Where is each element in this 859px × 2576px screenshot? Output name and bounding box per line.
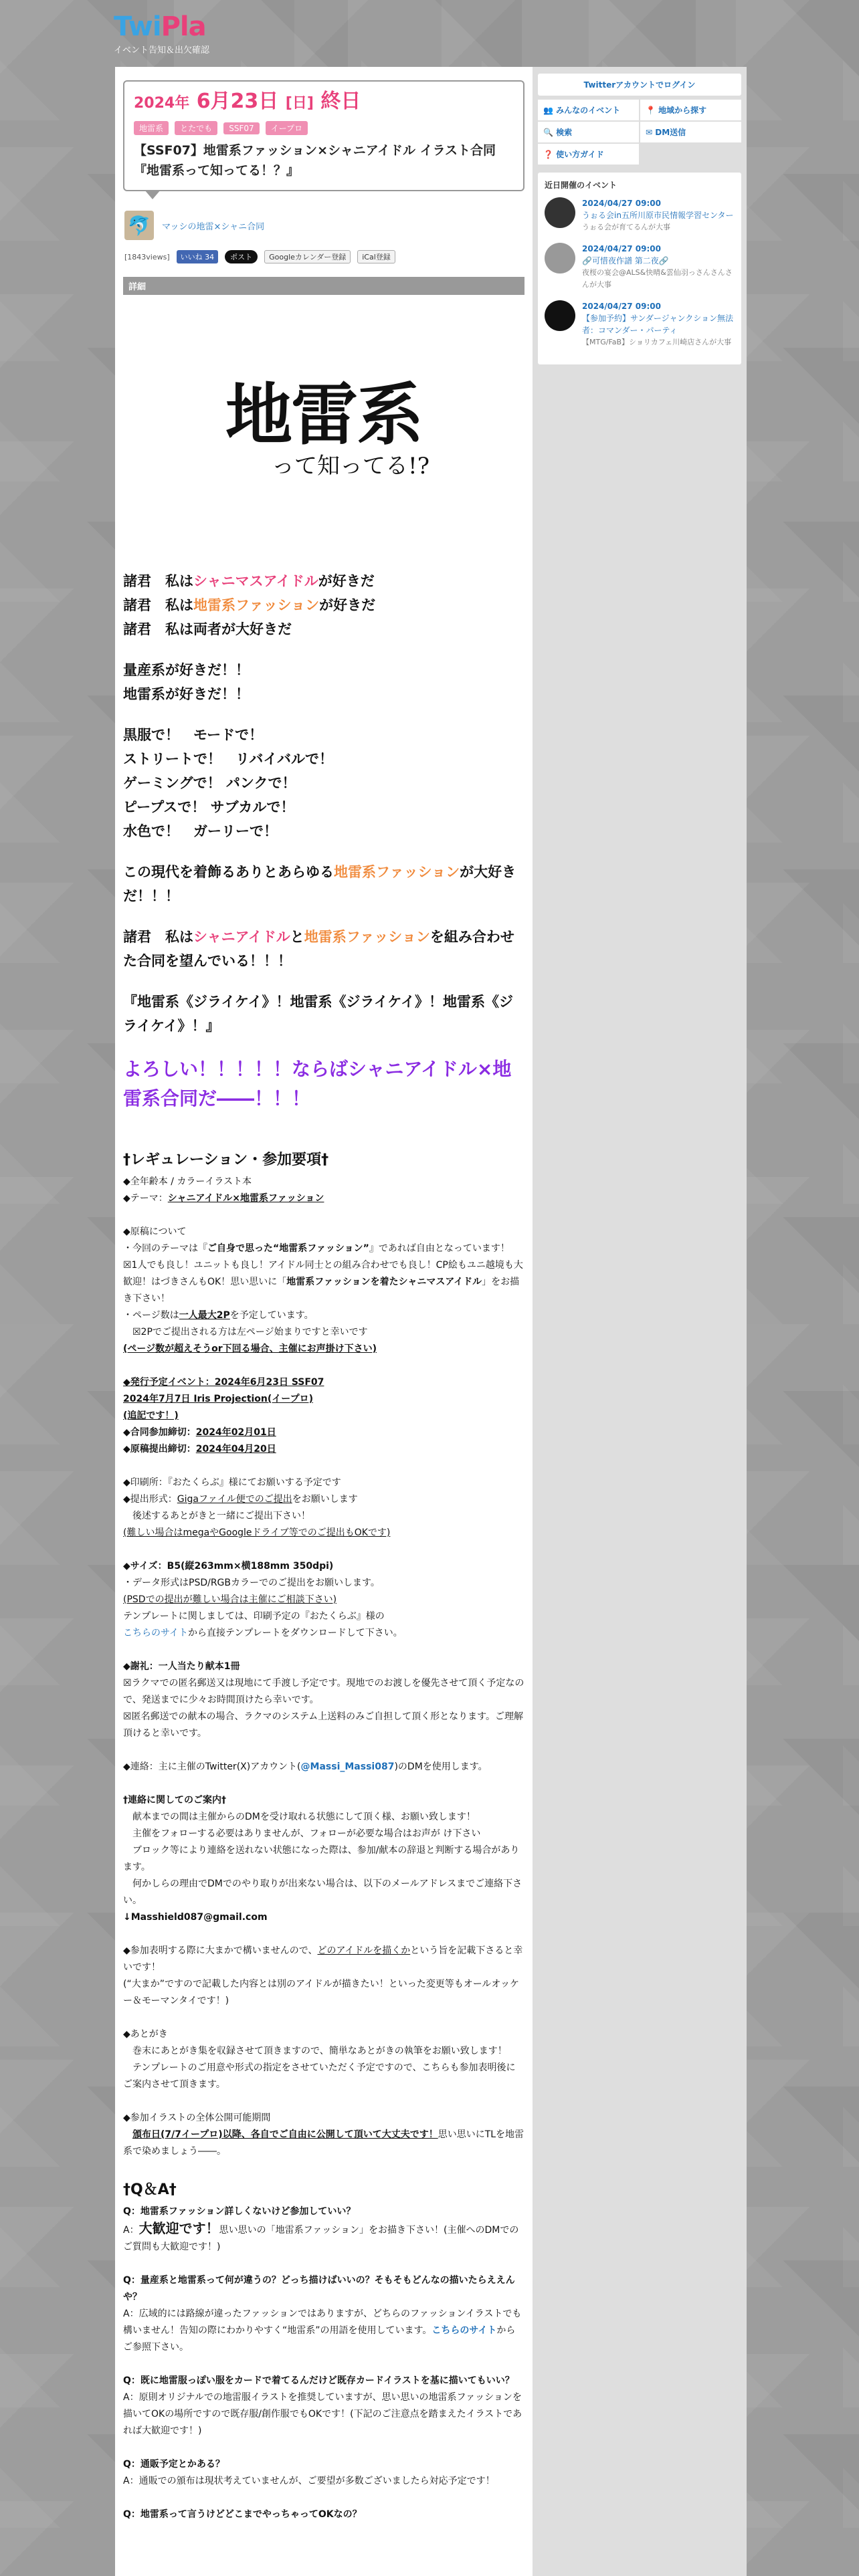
regulation-line: (PSDでの提出が難しい場合は主催にご相談下さい) bbox=[123, 1594, 337, 1605]
qa-question: Q：地雷系ファッション詳しくないけど参加していい？ bbox=[123, 2206, 356, 2217]
organizer bbox=[124, 210, 533, 241]
regulation-line: テンプレートに関しましては、印刷予定の『おたくらぶ』様の bbox=[123, 1611, 385, 1622]
sidebar-nav bbox=[538, 100, 741, 165]
regulation-line: ☒ラクマでの匿名郵送又は現地にて手渡し予定です。現地でのお渡しを優先させて頂く予定なので、発送までに少々お時間頂けたら幸いです。 bbox=[123, 1678, 524, 1705]
people-icon: 👥 bbox=[543, 106, 557, 115]
recent-event-item[interactable] bbox=[545, 197, 735, 233]
intro-line: この現代を着飾るありとあらゆる地雷系ファッションが大好きだ！！！ bbox=[123, 864, 516, 904]
event-date-range: 終日 bbox=[320, 90, 361, 113]
qa-question: Q：地雷系って言うけどどこまでやっちゃってOKなの？ bbox=[123, 2509, 362, 2520]
regulation-line: ◆印刷所：『おたくらぶ』様にてお願いする予定です bbox=[123, 1477, 341, 1488]
intro-line: 量産系が好きだ！！ bbox=[123, 662, 250, 678]
intro-line: 地雷系が好きだ！！ bbox=[123, 686, 250, 702]
logo-pla: Pla bbox=[161, 11, 206, 42]
event-title[interactable]: 【参加予約】サンダージャンクション無法者：コマンダー・パーティ bbox=[582, 314, 733, 335]
intro-line: 『地雷系《ジライケイ》！地雷系《ジライケイ》！地雷系《ジライケイ》！』 bbox=[123, 994, 513, 1034]
intro-line: 水色で！ ガーリーで！ bbox=[123, 823, 278, 839]
logo-twi: Twi bbox=[114, 11, 161, 42]
template-site-link[interactable]: こちらのサイト bbox=[123, 1628, 189, 1638]
intro-line: ピープスで！ サブカルで！ bbox=[123, 799, 295, 815]
qa-answer: A：原則オリジナルでの地雷服イラストを推奨していますが、思い思いの地雷系ファッションを描いてOKの場所ですので既存服/創作服でもOKです！(下記のご注意点を踏まえたイラストであれば大歓迎です！) bbox=[123, 2392, 522, 2436]
regulation-heading: †レギュレーション・参加要項† bbox=[123, 1152, 329, 1168]
qa-answer: A：広域的には路線が違ったファッションではありますが、どちらのファッションイラストでも構いません！告知の際にわかりやすく“地雷系”の用語を使用しています。こちらのサイトからご参照下さい。 bbox=[123, 2309, 522, 2353]
regulation-line: (難しい場合はmegaやGoogleドライブ等でのご提出もOKです) bbox=[123, 1527, 391, 1538]
hero-main-text: 地雷系 bbox=[225, 374, 422, 454]
event-tag[interactable]: SSF07 bbox=[223, 122, 259, 134]
hero-image bbox=[123, 308, 524, 549]
regulation-line: ◆サイズ：B5(縦263mm×横188mm 350dpi) bbox=[123, 1561, 334, 1572]
regulation-line: (ページ数が超えそうor下回る場合、主催にお声掛け下さい) bbox=[123, 1344, 377, 1354]
event-thumbnail bbox=[545, 197, 575, 228]
recent-event-item[interactable] bbox=[545, 300, 735, 348]
nav-guide[interactable]: ❓ 使い方ガイド bbox=[538, 144, 639, 165]
recent-events-title: 近日開催のイベント bbox=[545, 181, 617, 190]
regulation-line: 何かしらの理由でDMでのやり取りが出来ない場合は、以下のメールアドレスまでご連絡下さい。 bbox=[123, 1879, 522, 1906]
google-calendar-button[interactable]: Googleカレンダー登録 bbox=[264, 250, 351, 263]
search-icon: 🔍 bbox=[543, 128, 557, 137]
event-description bbox=[123, 569, 524, 2523]
regulation-line: ◆全年齢本 / カラーイラスト本 bbox=[123, 1176, 252, 1187]
main-column bbox=[115, 67, 533, 2576]
like-button[interactable]: いいね 34 bbox=[177, 250, 219, 263]
qa-answer: A：大歓迎です！思い思いの「地雷系ファッション」をお描き下さい！(主催へのDMでのご質問も大歓迎です！) bbox=[123, 2220, 519, 2252]
nav-search-by-region[interactable]: 📍 地域から探す bbox=[640, 100, 741, 120]
regulation-line: ☒匿名郵送での献本の場合、ラクマのシステム上送料のみご自担して頂く形となります。ご理解頂けると幸いです。 bbox=[123, 1711, 524, 1739]
regulation-line: ◆原稿提出締切：2024年04月20日 bbox=[123, 1444, 276, 1455]
regulation-line: ◆テーマ：シャニアイドル×地雷系ファッション bbox=[123, 1193, 324, 1204]
organizer-name[interactable]: マッシの地雷×シャニ合同 bbox=[162, 221, 265, 232]
social-row bbox=[124, 250, 533, 263]
regulation-line: ◆あとがき bbox=[123, 2029, 168, 2040]
event-summary bbox=[123, 80, 524, 191]
event-title: 【SSF07】地雷系ファッション×シャニアイドル イラスト合同『地雷系って知ってる！？』 bbox=[134, 143, 496, 178]
intro-climax: よろしい！！！！！ならばシャニアイドル×地雷系合同だ――！！！ bbox=[123, 1058, 512, 1109]
site-tagline: イベント告知＆出欠確認 bbox=[114, 45, 210, 56]
regulation-line: 献本までの間は主催からのDMを受け取れる状態にして頂く様、お願い致します！ bbox=[123, 1812, 476, 1822]
hero-sub-text: って知ってる!? bbox=[272, 452, 430, 479]
twitter-account-link[interactable]: @Massi_Massi087 bbox=[300, 1761, 395, 1772]
qa-question: Q：既に地雷服っぽい服をカードで着てるんだけど既存カードイラストを基に描いてもいい？ bbox=[123, 2375, 514, 2386]
event-date-dow: [日] bbox=[285, 95, 314, 112]
details-header: 詳細 bbox=[123, 277, 524, 295]
intro-line: ゲーミングで！ パンクで！ bbox=[123, 775, 296, 791]
contact-email: ↓Masshield087@gmail.com bbox=[123, 1912, 268, 1923]
sidebar bbox=[533, 67, 747, 2576]
regulation-line: ・今回のテーマは『ご自身で思った“地雷系ファッション”』であれば自由となっています！ bbox=[123, 1243, 510, 1254]
qa-question: Q：量産系と地雷系って何が違うの？どっち描けばいいの？そもそもどんなの描いたらええんや？ bbox=[123, 2275, 515, 2302]
event-tags bbox=[134, 121, 514, 135]
regulation-line: ☒2Pでご提出される方は左ページ始まりですと幸いです bbox=[123, 1327, 368, 1337]
event-date: 2024/04/27 09:00 bbox=[582, 244, 661, 253]
intro-line: 諸君 私はシャニマスアイドルが好きだ bbox=[123, 573, 375, 589]
nav-everyone-events[interactable]: 👥 みんなのイベント bbox=[538, 100, 639, 120]
ical-button[interactable]: iCal登録 bbox=[357, 250, 395, 263]
event-date: 2024/04/27 09:00 bbox=[582, 302, 661, 311]
event-host: 夜桜の宴会@ALS&快晴&雲仙羽っさんさんさんが大事 bbox=[582, 268, 733, 289]
regulation-line: テンプレートのご用意や形式の指定をさせていただく予定ですので、こちらも参加表明後にご案内させて頂きます。 bbox=[123, 2062, 516, 2090]
event-tag[interactable]: イープロ bbox=[266, 121, 308, 135]
mail-icon: ✉ bbox=[646, 128, 656, 137]
event-title[interactable]: 🔗可惜夜作譜 第二夜🔗 bbox=[582, 256, 669, 265]
regulation-line: ☒1人でも良し！ユニットも良し！アイドル同士との組み合わせでも良し！CP絵もユニ越境も大歓迎！はづきさんもOK！思い思いに「地雷系ファッションを着たシャニマスアイドル」をお描き下さい！ bbox=[123, 1260, 523, 1304]
event-thumbnail bbox=[545, 300, 575, 331]
intro-line: ストリートで！ リバイバルで！ bbox=[123, 751, 333, 767]
regulation-line: ◆連絡：主に主催のTwitter(X)アカウント(@Massi_Massi087)のDMを使用します。 bbox=[123, 1761, 488, 1772]
regulation-line: 後述するあとがきと一緒にご提出下さい！ bbox=[123, 1511, 310, 1521]
regulation-line: ◆発行予定イベント：2024年6月23日 SSF07 bbox=[123, 1377, 324, 1388]
regulation-line: ◆合同参加締切：2024年02月01日 bbox=[123, 1427, 276, 1438]
regulation-line: (追記です！) bbox=[123, 1410, 179, 1421]
regulation-line: (“大まか”ですので記載した内容とは別のアイドルが描きたい！といった変更等もオールオッケー＆モーマンタイです！) bbox=[123, 1979, 520, 2006]
fashion-site-link[interactable]: こちらのサイト bbox=[432, 2325, 497, 2336]
event-title[interactable]: うぉる会in五所川原市民情報学習センター bbox=[582, 211, 734, 220]
regulation-line: ・ページ数は一人最大2Pを予定しています。 bbox=[123, 1310, 314, 1321]
pin-icon: 📍 bbox=[646, 106, 659, 115]
view-count: [1843views] bbox=[124, 252, 170, 261]
organizer-avatar[interactable]: 🐬 bbox=[124, 211, 154, 240]
regulation-line: 主催をフォローする必要はありませんが、フォローが必要な場合はお声が け下さい bbox=[123, 1828, 481, 1839]
event-date: 2024/04/27 09:00 bbox=[582, 199, 661, 208]
regulation-line: こちらのサイトから直接テンプレートをダウンロードして下さい。 bbox=[123, 1628, 403, 1638]
event-thumbnail bbox=[545, 243, 575, 274]
regulation-line: ◆原稿について bbox=[123, 1226, 187, 1237]
event-tag[interactable]: 地雷系 bbox=[134, 121, 169, 135]
x-post-button[interactable]: ポスト bbox=[225, 250, 258, 263]
recent-event-item[interactable] bbox=[545, 243, 735, 291]
intro-line: 諸君 私はシャニアイドルと地雷系ファッションを組み合わせた合同を望んでいる！！！ bbox=[123, 929, 514, 969]
nav-search[interactable]: 🔍 検索 bbox=[538, 122, 639, 142]
recent-events bbox=[538, 173, 741, 364]
event-date-year: 2024年 bbox=[134, 95, 190, 112]
regulation-line: 2024年7月7日 Iris Projection(イープロ) bbox=[123, 1394, 313, 1404]
intro-line: 諸君 私は両者が大好きだ bbox=[123, 621, 292, 637]
regulation-line: ◆謝礼：一人当たり献本1冊 bbox=[123, 1661, 240, 1672]
qa-heading: †Q＆A† bbox=[123, 2181, 177, 2198]
help-icon: ❓ bbox=[543, 150, 557, 159]
regulation-line: †連絡に関してのご案内† bbox=[123, 1795, 226, 1806]
qa-question: Q：通販予定とかある？ bbox=[123, 2459, 225, 2470]
regulation-line: ・データ形式はPSD/RGBカラーでのご提出をお願いします。 bbox=[123, 1578, 380, 1588]
site-header bbox=[114, 12, 209, 56]
regulation-line: ブロック等により連絡を送れない状態になった際は、参加/献本の辞退と判断する場合があります。 bbox=[123, 1845, 520, 1872]
regulation-line: ◆提出形式：Gigaファイル便でのご提出をお願いします bbox=[123, 1494, 358, 1505]
intro-line: 黒服で！ モードで！ bbox=[123, 727, 264, 743]
intro-line: 諸君 私は地雷系ファッションが好きだ bbox=[123, 597, 376, 613]
site-logo[interactable] bbox=[114, 12, 209, 41]
qa-answer: A：通販での頒布は現状考えていませんが、ご要望が多数ございましたら対応予定です！ bbox=[123, 2476, 495, 2486]
event-host: 【MTG/FaB】ショリカフェ川崎店さんが大事 bbox=[582, 338, 732, 346]
nav-dm[interactable]: ✉ DM送信 bbox=[640, 122, 741, 142]
event-date-md: 6月23日 bbox=[196, 90, 279, 113]
event-tag[interactable]: とたでも bbox=[175, 121, 217, 135]
regulation-line: ◆参加イラストの全体公開可能期間 bbox=[123, 2113, 271, 2123]
regulation-line: 巻末にあとがき集を収録させて頂きますので、簡単なあとがきの執筆をお願い致します！ bbox=[123, 2046, 507, 2056]
regulation-line: 頒布日(7/7イープロ)以降、各自でご自由に公開して頂いて大丈夫です！思い思いにTLを地雷系で染めましょう――。 bbox=[123, 2129, 524, 2157]
regulation-line: ◆参加表明する際に大まかで構いませんので、どのアイドルを描くかという旨を記載下さると幸いです！ bbox=[123, 1945, 523, 1973]
event-date bbox=[134, 88, 514, 117]
event-host: うぉる会が育てるんが大事 bbox=[582, 223, 670, 231]
twitter-login-button[interactable]: Twitterアカウントでログイン bbox=[538, 74, 741, 96]
